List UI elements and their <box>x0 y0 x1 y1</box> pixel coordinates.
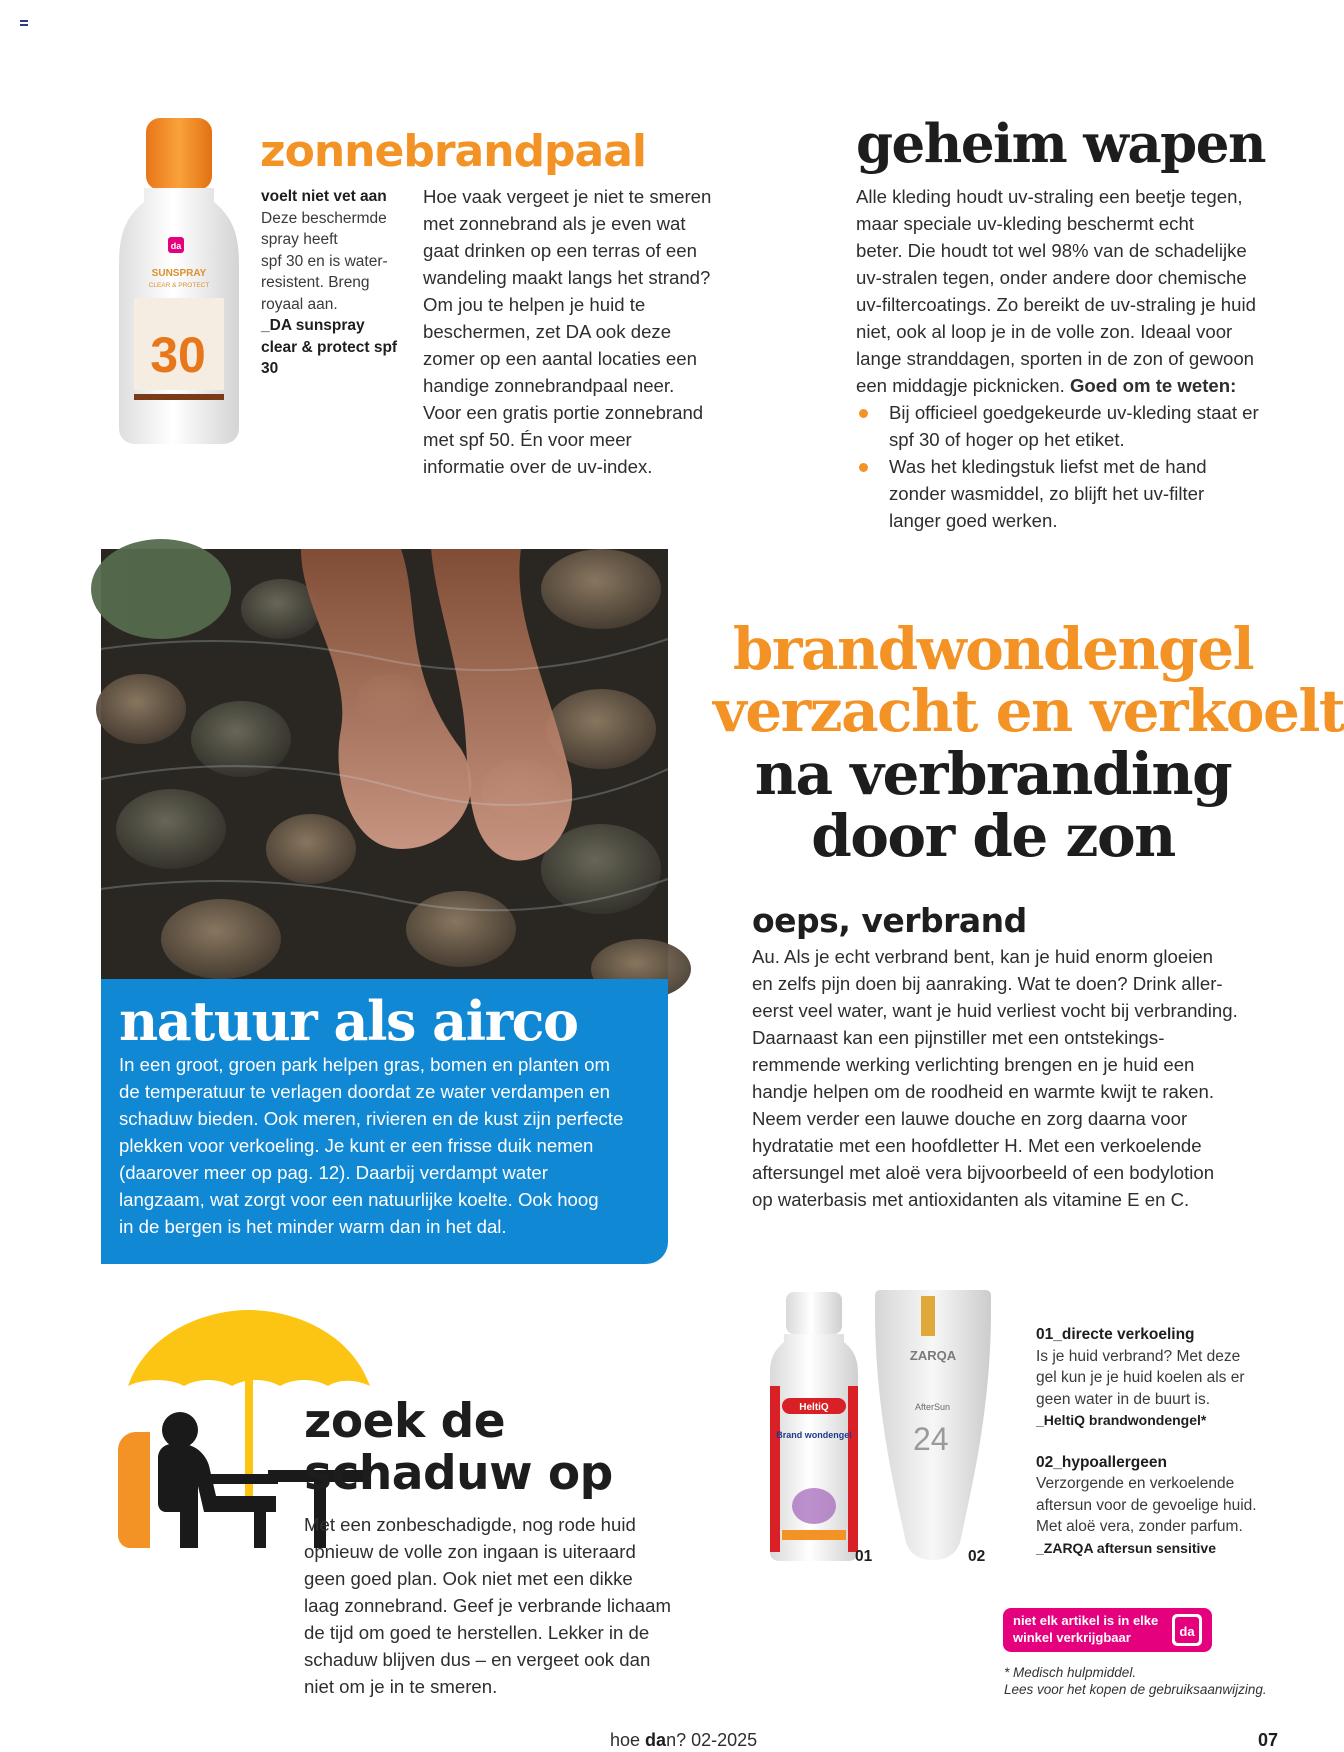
disclaimer: * Medisch hulpmiddel. Lees voor het kopen de gebruiksaanwijzing. <box>1004 1665 1267 1697</box>
zarqa-aftersun-image <box>875 1290 991 1562</box>
note-line: royaal aan. <box>261 295 338 313</box>
brandwondengel-headline: door de zon <box>811 802 1175 870</box>
flag-icon <box>20 20 28 26</box>
natuur-body: In een groot, groen park helpen gras, bomen en planten om de temperatuur te verlagen doordat ze water verdampen en schaduw bieden. Ook meren, rivieren en de kust zijn perfecte plekken voor verkoeling. Je kunt er een frisse duik nemen (daarover meer op pag. 12). Daarbij verdampt water langzaam, wat zorgt voor een natuurlijke koelte. Ook hoog in de bergen is het minder warm dan in het dal. <box>119 1054 624 1237</box>
zarqa-name: AfterSun <box>915 1402 951 1412</box>
product-name-line: clear & protect spf 30 <box>261 338 398 377</box>
da-sunspray-note <box>261 186 411 380</box>
bottle-brand-text: SUNSPRAY <box>151 268 207 279</box>
brandwondengel-headline: na verbranding <box>754 740 1232 808</box>
product-name-line: _DA sunspray <box>261 317 365 334</box>
zonnebrandpaal-body: Hoe vaak vergeet je niet te smeren met zonnebrand als je even wat gaat drinken op een terras of een wandeling maakt langs het strand? Om jou te helpen je huid te beschermen, zet DA ook deze zomer op een aantal locaties een handige zonnebrandpaal neer. Voor een gratis portie zonnebrand met spf 50. Én voor meer informatie over de uv-index. <box>423 186 712 477</box>
da-sunspray-bottle-image <box>118 116 240 446</box>
product-name: _ZARQA aftersun sensitive <box>1036 1539 1216 1556</box>
note-line: spray heeft <box>261 231 338 248</box>
product-title: 01_directe verkoeling <box>1036 1326 1195 1343</box>
list-item: Was het kledingstuk liefst met de hand zonder wasmiddel, zo blijft het uv-filter langer goed werken. <box>856 453 1280 534</box>
list-item: Bij officieel goedgekeurde uv-kleding staat er spf 30 of hoger op het etiket. <box>856 399 1280 453</box>
schaduw-title: zoek de schaduw op <box>304 1394 613 1501</box>
brandwondengel-headline: brandwondengel <box>732 615 1254 683</box>
note-line: resistent. Breng <box>261 274 370 291</box>
geheim-wapen-body: Alle kleding houdt uv-straling een beetje tegen, maar speciale uv-kleding beschermt echt beter. Die houdt tot wel 98% van de schadelijke uv-stralen tegen, onder andere door chemische uv-filtercoatings. Zo bereikt de uv-straling je huid niet, ook al loop je in de volle zon. Ideaal voor lange stranddagen, sporten in de zon of gewoon een middagje picknicken. Goed om te weten: <box>856 186 1256 396</box>
bottle-sub-text: CLEAR & PROTECT <box>148 282 210 289</box>
badge-text: niet elk artikel is in elke <box>1013 1613 1159 1628</box>
schaduw-body: Met een zonbeschadigde, nog rode huid opnieuw de volle zon ingaan is uiteraard geen goed plan. Ook niet met een dikke laag zonnebrand. Geef je verbrande lichaam de tijd om goed te herstellen. Lekker in de schaduw blijven dus – en vergeet ook dan niet om je in te smeren. <box>304 1514 671 1697</box>
da-logo-icon <box>1172 1614 1202 1646</box>
bottle-spf-text: 30 <box>150 327 206 383</box>
product-title: 02_hypoallergeen <box>1036 1453 1167 1471</box>
product-name: _HeltiQ brandwondengel* <box>1036 1412 1207 1428</box>
note-line: spf 30 en is water- <box>261 252 388 270</box>
product-descriptions: 01_directe verkoeling Is je huid verbrand? Met deze gel kun je je huid koelen als er geen water in de buurt is. _HeltiQ brandwondengel* 02_hypoallergeen Verzorgende en verkoelende aftersun voor de gevoelige huid. Met aloë vera, zonder parfum. _ZARQA aftersun sensitive <box>1036 1324 1286 1559</box>
magazine-footer: hoe dan? 02-2025 <box>610 1730 758 1750</box>
logo-text: da <box>1179 1624 1195 1639</box>
oeps-verbrand-title: oeps, verbrand <box>752 901 1027 940</box>
heltiq-brandwondengel-image <box>768 1290 860 1562</box>
note-title: voelt niet vet aan <box>261 188 387 205</box>
note-line: Deze beschermde <box>261 209 387 227</box>
product-number: 01 <box>855 1548 873 1565</box>
heltiq-label: HeltiQ <box>799 1402 829 1413</box>
availability-badge <box>1003 1608 1212 1652</box>
brandwondengel-headline: verzacht en verkoelt <box>713 677 1344 745</box>
product-number: 02 <box>968 1548 986 1565</box>
svg-text:da: da <box>170 241 182 251</box>
oeps-body: Au. Als je echt verbrand bent, kan je huid enorm gloeien en zelfs pijn doen bij aanraking. Wat te doen? Drink aller- eerst veel water, want je huid verliest vocht bij verbranding. Daarnaast kan een pijnstiller met een ontstekings- remmende werking verlichting brengen en je huid een handje helpen om de roodheid en warmte kwijt te raken. Neem verder een lauwe douche en zorg daarna voor hydratatie met een hoofdletter H. Met een verkoelende aftersungel met aloë vera bijvoorbeeld of een bodylotion op waterbasis met antioxidanten als vitamine E en C. <box>752 946 1238 1210</box>
badge-text: winkel verkrijgbaar <box>1013 1629 1131 1645</box>
good-to-know-label: Goed om te weten: <box>1069 375 1237 396</box>
geheim-wapen-title: geheim wapen <box>856 113 1265 175</box>
natuur-als-airco-title: natuur als airco <box>119 989 578 1053</box>
page-number: 07 <box>1258 1730 1279 1750</box>
zarqa-label: ZARQA <box>909 1348 957 1363</box>
heltiq-name: Brand wondengel <box>776 1430 852 1440</box>
feet-in-water-photo <box>101 549 668 979</box>
uv-clothing-tips-list <box>856 399 1280 534</box>
zonnebrandpaal-title: zonnebrandpaal <box>260 126 646 177</box>
zarqa-number: 24 <box>913 1421 949 1457</box>
